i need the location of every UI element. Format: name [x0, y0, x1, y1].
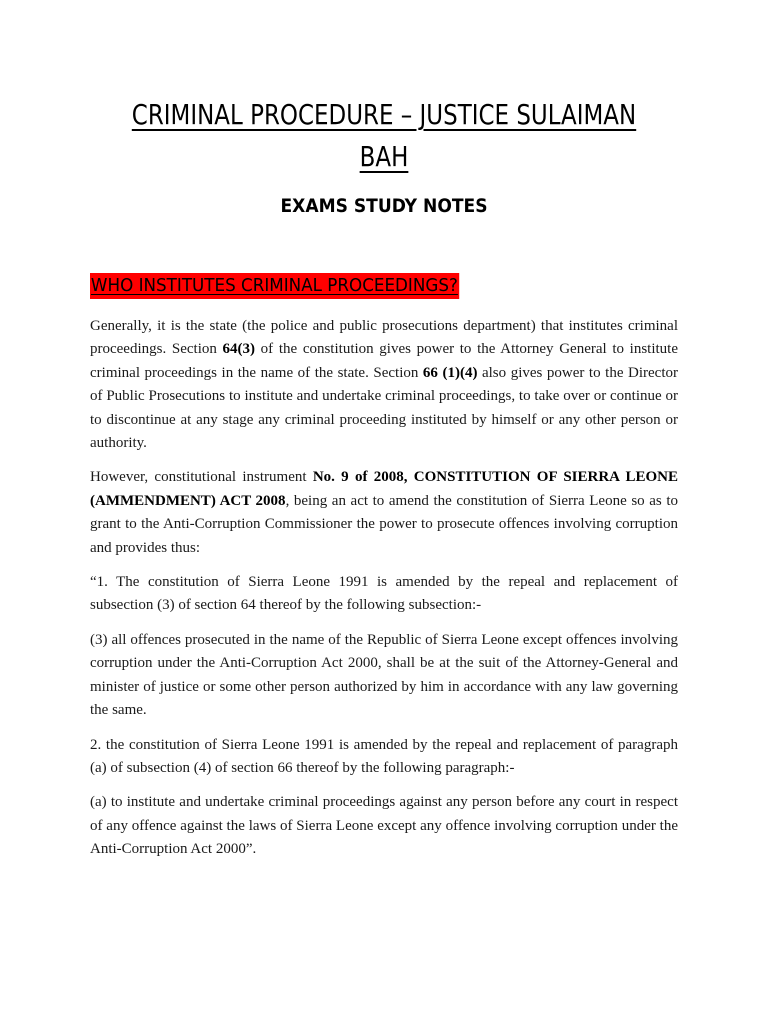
document-title-text: CRIMINAL PROCEDURE – JUSTICE SULAIMAN BAH — [131, 98, 637, 173]
section-heading: WHO INSTITUTES CRIMINAL PROCEEDINGS? — [90, 273, 459, 299]
paragraph-text: , being an act to amend the constitution of Sierra Leone so as to grant to the Anti-Corruption Commissioner the power to prosecute offences involving corruption and provides thus: — [90, 492, 678, 556]
paragraph-text: However, constitutional instrument — [90, 469, 313, 486]
paragraph-text: Generally, it is the state (the police and public prosecutions department) that institutes criminal proceedings. Section — [90, 318, 678, 358]
bold-text: No. 9 of 2008, CONSTITUTION OF SIERRA LEONE (AMMENDMENT) ACT 2008 — [90, 469, 678, 509]
bold-text: 66 (1)(4) — [422, 364, 478, 381]
body-paragraph — [90, 571, 678, 618]
paragraph-text: of the constitution gives power to the Attorney General to institute criminal proceedings in the name of the state. Section — [90, 341, 678, 381]
paragraph-text: 2. the constitution of Sierra Leone 1991 is amended by the repeal and replacement of paragraph (a) of subsection (4) of section 66 thereof by the following paragraph:- — [90, 736, 678, 776]
body-paragraph — [90, 734, 678, 781]
paragraph-text: also gives power to the Director of Public Prosecutions to institute and undertake criminal proceedings, to take over or continue or to discontinue at any stage any criminal proceeding instituted by himself or any other person or authority. — [90, 364, 678, 452]
body-paragraph — [90, 629, 678, 723]
document-body — [90, 315, 678, 873]
body-paragraph — [90, 315, 678, 455]
paragraph-text: “1. The constitution of Sierra Leone 1991 is amended by the repeal and replacement of subsection (3) of section 64 thereof by the following subsection:- — [90, 574, 678, 614]
body-paragraph — [90, 791, 678, 861]
paragraph-text: (3) all offences prosecuted in the name of the Republic of Sierra Leone except offences involving corruption under the Anti-Corruption Act 2000, shall be at the suit of the Attorney-General and minister of justice or some other person authorized by him in accordance with any law governing the same. — [90, 631, 678, 719]
document-subtitle: EXAMS STUDY NOTES — [280, 195, 488, 217]
document-title — [118, 94, 649, 178]
body-paragraph — [90, 466, 678, 560]
paragraph-text: (a) to institute and undertake criminal proceedings against any person before any court in respect of any offence against the laws of Sierra Leone except any offence involving corruption under the Anti-Corruption Act 2000”. — [90, 794, 678, 858]
bold-text: 64(3) — [222, 341, 256, 358]
